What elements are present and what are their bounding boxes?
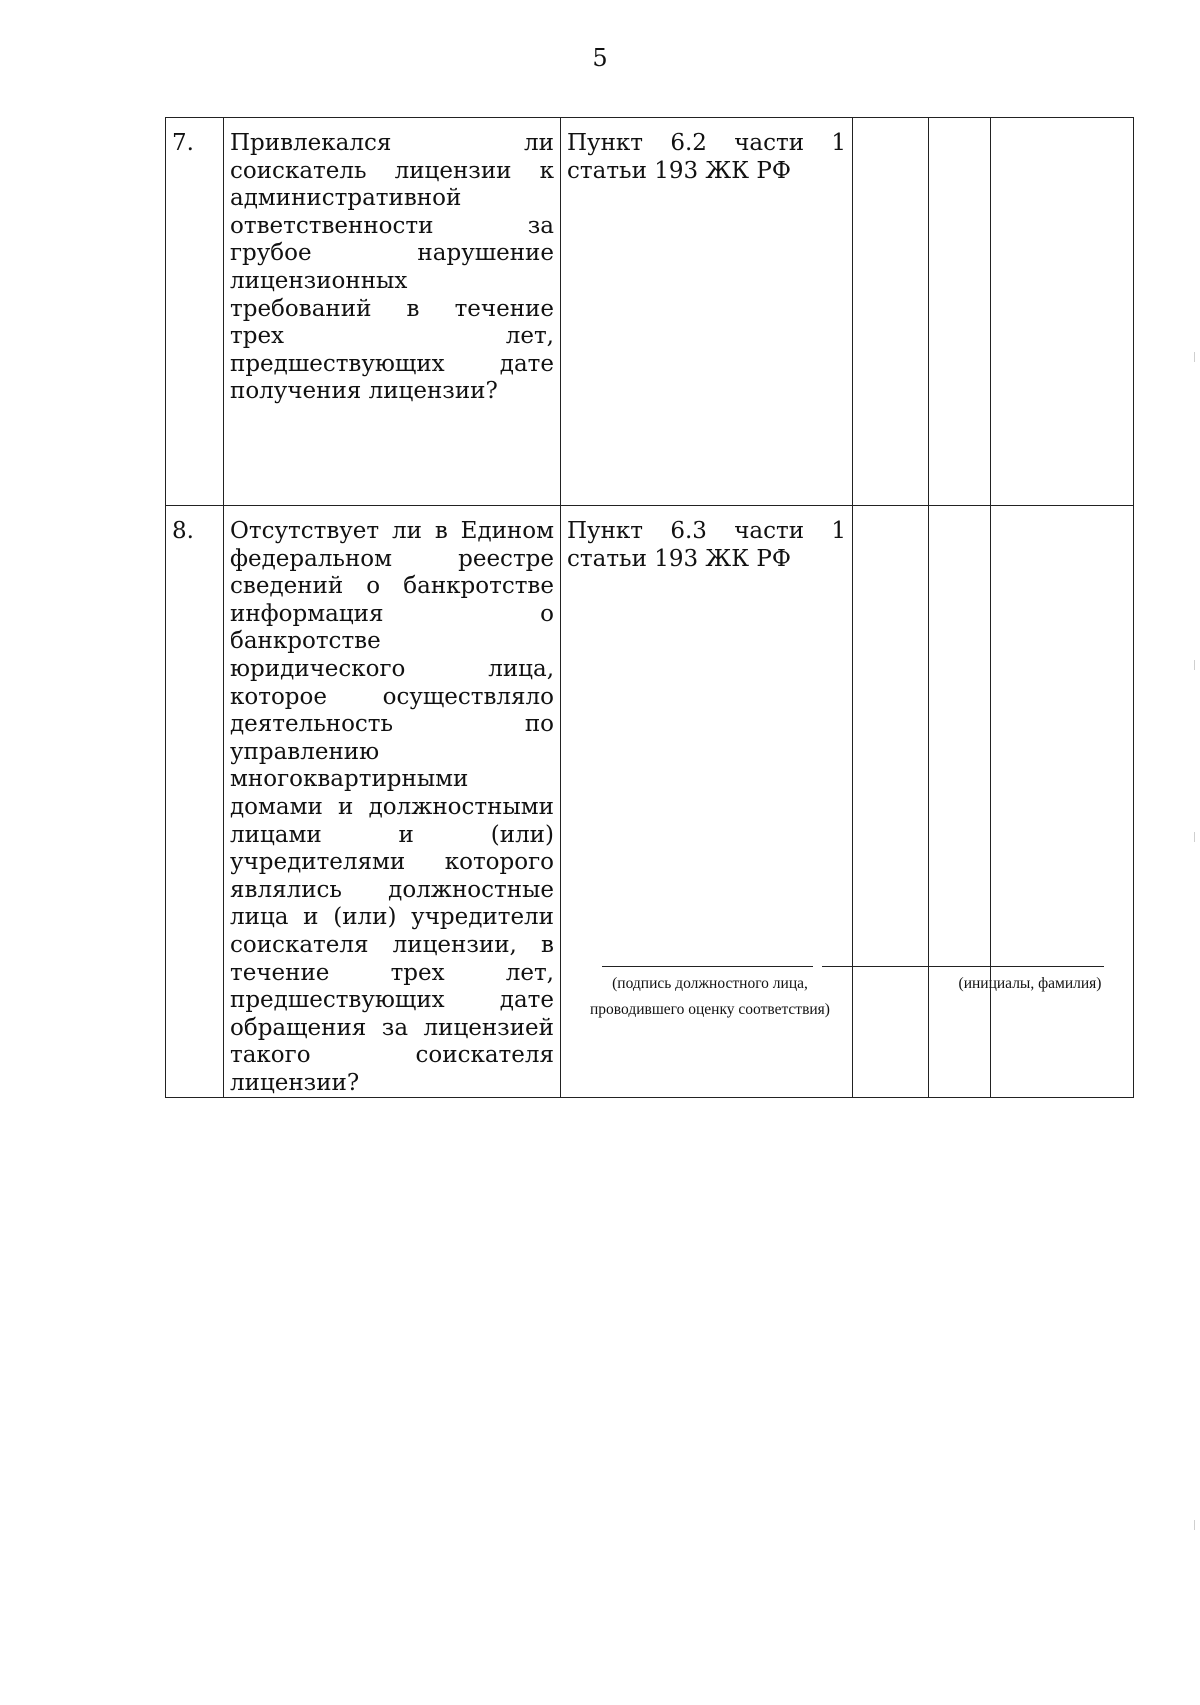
answer-cell-no [929, 118, 991, 506]
signature-caption [560, 971, 860, 1023]
question-cell: Привлекался ли соискатель лицензии к административной ответственности за грубое нарушение лицензионных требований в течение трех лет, предшествующих дате получения лицензии? [224, 118, 561, 506]
checklist-table [165, 117, 1134, 1098]
name-line [822, 966, 1104, 967]
table-row [166, 118, 1134, 506]
signature-line [602, 966, 813, 967]
legal-reference-cell: Пункт 6.3 части 1 статьи 193 ЖК РФ [561, 506, 853, 1098]
answer-cell-no [929, 506, 991, 1098]
row-number: 7. [166, 118, 224, 506]
legal-reference-cell: Пункт 6.2 части 1 статьи 193 ЖК РФ [561, 118, 853, 506]
answer-cell-yes [853, 118, 929, 506]
row-number: 8. [166, 506, 224, 1098]
notes-cell [991, 506, 1134, 1098]
page-number: 5 [592, 44, 608, 72]
scan-artifact [1194, 832, 1195, 842]
question-cell: Отсутствует ли в Едином федеральном реестре сведений о банкротстве информация о банкротстве юридического лица, которое осуществляло деятельность по управлению многоквартирными домами и должностными лицами и (или) учредителями которого являлись должностные лица и (или) учредители соискателя лицензии, в течение трех лет, предшествующих дате обращения за лицензией такого соискателя лицензии? [224, 506, 561, 1098]
answer-cell-yes [853, 506, 929, 1098]
notes-cell [991, 118, 1134, 506]
scan-artifact [1194, 660, 1195, 670]
signature-caption-line: проводившего оценку соответствия) [590, 1001, 830, 1018]
signature-caption-line: (подпись должностного лица, [612, 975, 808, 992]
name-caption: (инициалы, фамилия) [958, 975, 1102, 992]
scan-artifact [1194, 352, 1195, 362]
scan-artifact [1194, 1520, 1195, 1530]
